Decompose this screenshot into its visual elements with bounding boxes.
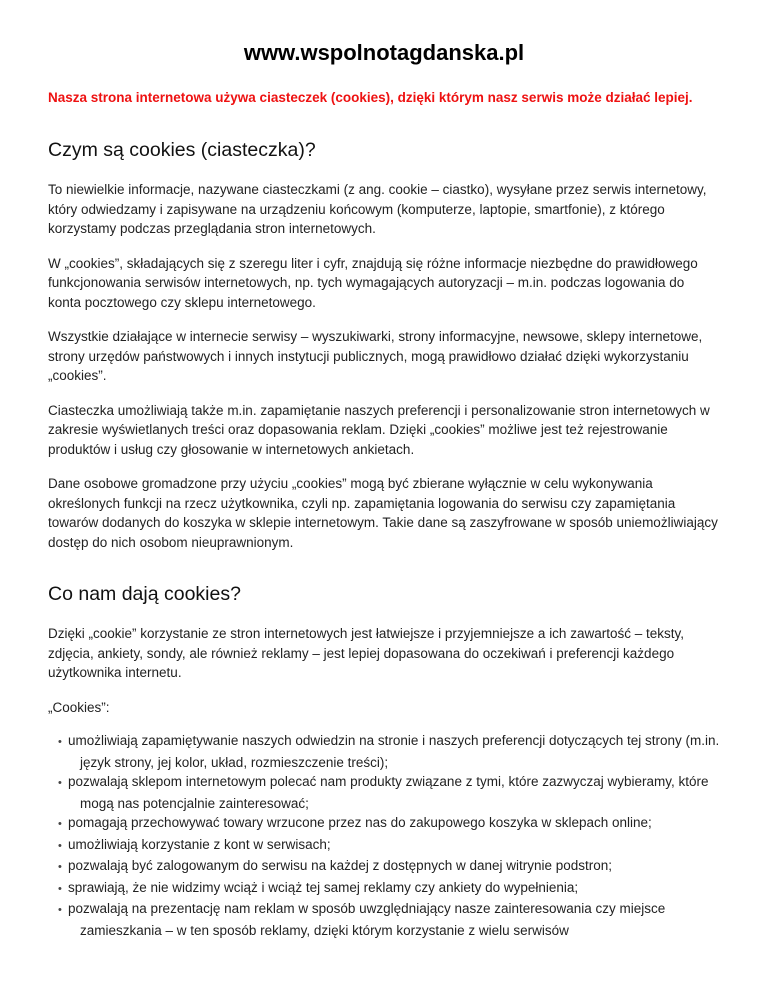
list-item bbox=[48, 878, 720, 900]
list-item-text: umożliwiają korzystanie z kont w serwisach; bbox=[68, 836, 331, 852]
list-item-text: pozwalają sklepom internetowym polecać nam produkty związane z tymi, które zazwyczaj wybieramy, które mogą nas potencjalnie zainteresować; bbox=[68, 774, 709, 811]
section-heading-benefits: Co nam dają cookies? bbox=[48, 583, 241, 605]
list-item bbox=[48, 813, 720, 835]
site-title: www.wspolnotagdanska.pl bbox=[243, 40, 525, 65]
bullet-icon: • bbox=[58, 861, 62, 873]
list-item bbox=[48, 899, 720, 940]
paragraph: Ciasteczka umożliwiają także m.in. zapamiętanie naszych preferencji i personalizowanie stron internetowych w zakresie wyświetlanych treści oraz dopasowania reklam. Dzięki „cookies” możliwe jest też rejestrowanie produktów i usług czy głosowanie w internetowych ankietach. bbox=[48, 402, 710, 457]
paragraph: Dane osobowe gromadzone przy użyciu „cookies” mogą być zbierane wyłącznie w celu wykonywania określonych funkcji na rzecz użytkownika, czyli np. zapamiętania logowania do serwisu czy zapamiętania towarów dodanych do koszyka w sklepie internetowym. Takie dane są zaszyfrowane w sposób uniemożliwiający dostęp do nich osobom nieuprawnionym. bbox=[48, 476, 718, 550]
bullet-icon: • bbox=[58, 818, 62, 830]
paragraph: Wszystkie działające w internecie serwisy – wyszukiwarki, strony informacyjne, newsowe, sklepy internetowe, strony urzędów państwowych i innych instytucji publicznych, mogą prawidłowo działać dzięki wykorzystaniu „cookies”. bbox=[48, 329, 703, 383]
bullet-icon: • bbox=[58, 777, 62, 789]
bullet-icon: • bbox=[58, 882, 62, 895]
cookie-notice: Nasza strona internetowa używa ciasteczek (cookies), dzięki którym nasz serwis może działać lepiej. bbox=[48, 90, 693, 105]
list-item bbox=[48, 731, 720, 772]
list-label: „Cookies”: bbox=[48, 699, 110, 715]
bullet-icon: • bbox=[58, 904, 62, 916]
cookies-benefits-list bbox=[48, 731, 720, 940]
section-heading-what-are-cookies: Czym są cookies (ciasteczka)? bbox=[48, 139, 316, 161]
list-item-text: sprawiają, że nie widzimy wciąż i wciąż tej samej reklamy czy ankiety do wypełnienia; bbox=[68, 879, 579, 895]
bullet-icon: • bbox=[58, 736, 62, 748]
list-item bbox=[48, 856, 720, 878]
bullet-icon: • bbox=[58, 839, 62, 852]
list-item-text: umożliwiają zapamiętywanie naszych odwiedzin na stronie i naszych preferencji dotyczących tej strony (m.in. język strony, jej kolor, układ, rozmieszczenie treści); bbox=[68, 733, 720, 770]
list-item-text: pozwalają być zalogowanym do serwisu na każdej z dostępnych w danej witrynie podstron; bbox=[68, 858, 613, 873]
list-item-text: pozwalają na prezentację nam reklam w sposób uwzględniający nasze zainteresowania czy miejsce zamieszkania – w ten sposób reklamy, dzięki którym korzystanie z wielu serwisów bbox=[68, 901, 666, 938]
list-item bbox=[48, 772, 720, 813]
paragraph: Dzięki „cookie” korzystanie ze stron internetowych jest łatwiejsze i przyjemniejsze a ich zawartość – teksty, zdjęcia, ankiety, sondy, ale również reklamy – jest lepiej dopasowana do oczekiwań i preferencji każdego użytkownika internetu. bbox=[48, 626, 684, 680]
paragraph: To niewielkie informacje, nazywane ciasteczkami (z ang. cookie – ciastko), wysyłane przez serwis internetowy, który odwiedzamy i zapisywane na urządzeniu końcowym (komputerze, laptopie, smartfonie), z którego korzystamy podczas przeglądania stron internetowych. bbox=[48, 182, 707, 236]
list-item-text: pomagają przechowywać towary wrzucone przez nas do zakupowego koszyka w sklepach online; bbox=[68, 815, 652, 830]
paragraph: W „cookies”, składających się z szeregu liter i cyfr, znajdują się różne informacje niezbędne do prawidłowego funkcjonowania serwisów internetowych, np. tych wymagających autoryzacji – m.in. podczas logowania do konta pocztowego czy sklepu internetowego. bbox=[48, 255, 698, 310]
list-item bbox=[48, 835, 720, 857]
